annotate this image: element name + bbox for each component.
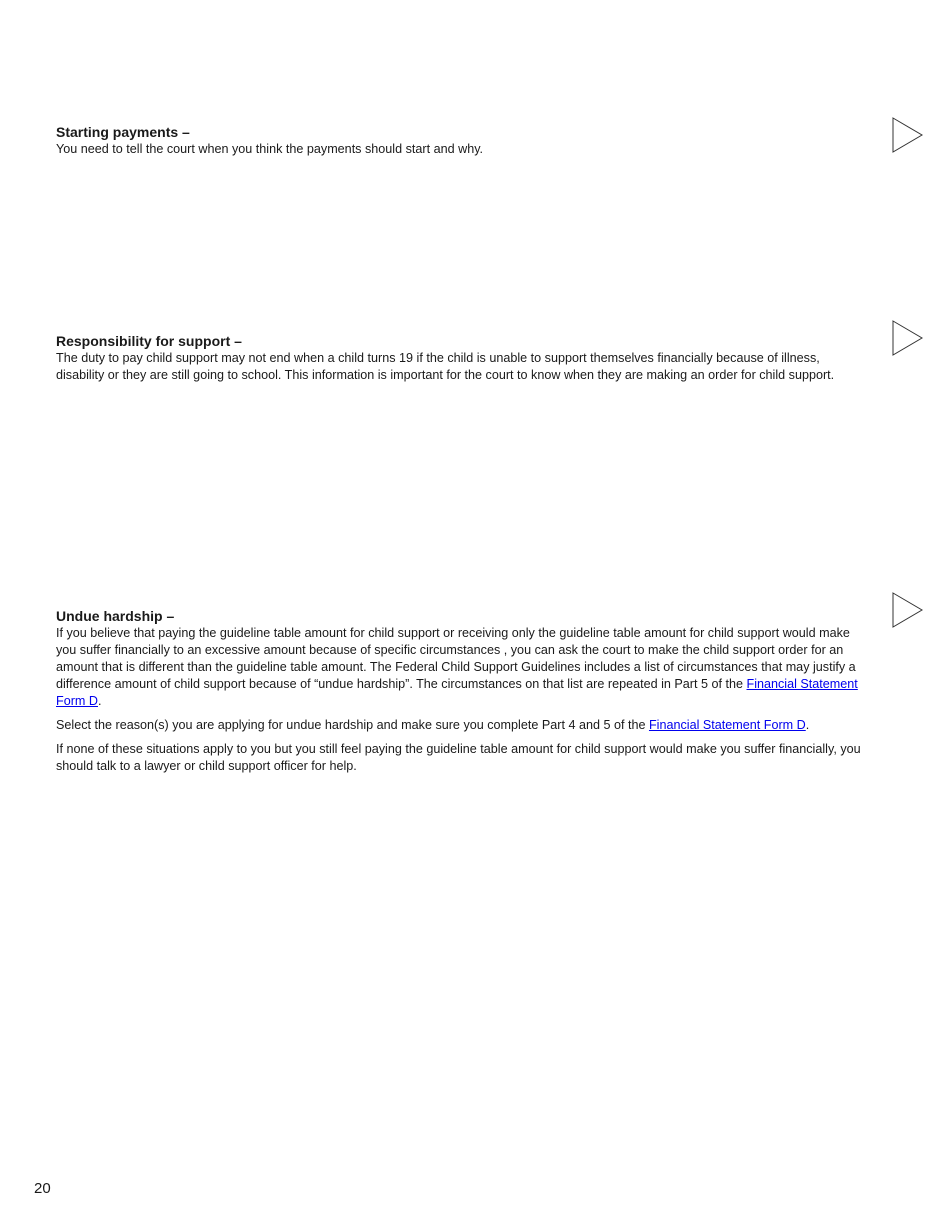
- starting-payments-arrow-icon[interactable]: [892, 117, 924, 153]
- undue-hardship-arrow-icon[interactable]: [892, 592, 924, 628]
- starting-payments-heading: Starting payments –: [56, 124, 190, 140]
- undue-hardship-section: [56, 608, 868, 782]
- page-number: 20: [34, 1180, 51, 1197]
- undue-hardship-heading: Undue hardship –: [56, 608, 175, 624]
- undue-hardship-paragraph-2: [56, 717, 868, 734]
- responsibility-arrow-icon[interactable]: [892, 320, 924, 356]
- financial-statement-form-d-link-1[interactable]: Financial Statement Form D: [56, 677, 858, 708]
- undue-hardship-p2-text: Select the reason(s) you are applying for undue hardship and make sure you complete Part 4 and 5 of the: [56, 718, 649, 732]
- undue-hardship-p2-end: .: [805, 718, 810, 732]
- responsibility-text: The duty to pay child support may not end when a child turns 19 if the child is unable to support themselves financially because of illness, disability or they are still going to school. This information is important for the court to know when they are making an order for child support.: [56, 351, 835, 382]
- undue-hardship-paragraph-1: [56, 625, 868, 710]
- responsibility-heading: Responsibility for support –: [56, 333, 242, 349]
- undue-hardship-p1-end: .: [97, 694, 102, 708]
- undue-hardship-paragraph-3: If none of these situations apply to you but you still feel paying the guideline table amount for child support would make you suffer financially, you should talk to a lawyer or child support officer for help.: [56, 742, 861, 773]
- starting-payments-text: You need to tell the court when you think the payments should start and why.: [56, 142, 484, 156]
- responsibility-section: [56, 333, 868, 391]
- starting-payments-section: [56, 124, 868, 165]
- undue-hardship-p1-text: If you believe that paying the guideline table amount for child support or receiving only the guideline table amount for child support would make you suffer financially to an excessive amount because of specific circumstances , you can ask the court to make the child support order for an amount that is different than the guideline table amount. The Federal Child Support Guidelines includes a list of circumstances that may justify a difference amount of child support because of “undue hardship”. The circumstances on that list are repeated in Part 5 of the: [56, 626, 856, 691]
- financial-statement-form-d-link-2[interactable]: Financial Statement Form D: [648, 718, 806, 732]
